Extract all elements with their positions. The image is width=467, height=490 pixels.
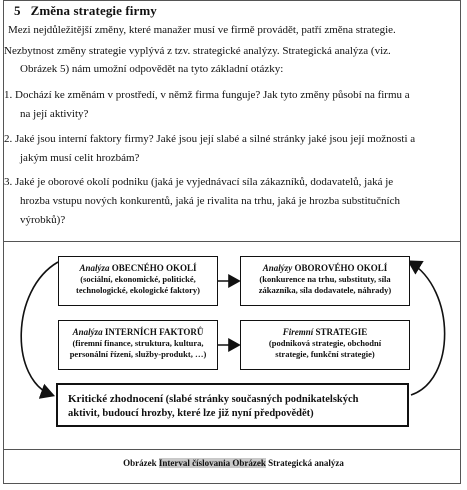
box-general-environment-line-1: (sociální, ekonomické, politické, [80, 274, 196, 284]
question-1-line-1: 1. Dochází ke změnám v prostředí, v němž firma funguje? Jak tyto změny působí na firmu a [4, 89, 410, 101]
caption-top-border [3, 449, 461, 450]
caption-field-highlight: Interval číslovania Obrázek [158, 458, 266, 468]
box-general-environment-line-2: technologické, ekologické faktory) [76, 285, 200, 295]
box-industry-environment-title: Analýzy OBOROVÉHO OKOLÍ [262, 263, 388, 273]
paragraph-2-line-1: Nezbytnost změny strategie vyplývá z tzv. strategické analýzy. Strategická analýza (viz. [4, 45, 391, 57]
critical-evaluation-line-2: aktivit, budoucí hrozby, které lze již nyní předpovědět) [68, 408, 314, 419]
section-title: Změna strategie firmy [30, 3, 157, 18]
box-industry-environment [240, 256, 410, 306]
box-company-strategy-line-2: strategie, funkční strategie) [275, 349, 375, 359]
critical-evaluation-title: Kritické zhodnocení [68, 393, 164, 405]
critical-evaluation-line-1: (slabé stránky současných podnikatelských [163, 394, 359, 405]
box-company-strategy-title: Firemní STRATEGIE [282, 327, 368, 337]
question-3-line-2: hrozba vstupu nových konkurentů, jaká je rivalita na trhu, jaká je hrozba substitučních [20, 195, 400, 207]
box-internal-factors [58, 320, 218, 370]
box-critical-evaluation [56, 383, 409, 427]
question-3-line-3: výrobků)? [20, 214, 66, 226]
right-loop-arrow [410, 262, 445, 395]
section-number: 5 [14, 3, 21, 18]
box-general-environment-title: Analýza OBECNÉHO OKOLÍ [79, 263, 197, 273]
paragraph-2-line-2: Obrázek 5) nám umožní odpovědět na tyto základní otázky: [20, 63, 284, 75]
caption-suffix: Strategická analýza [265, 458, 344, 468]
box-internal-factors-title: Analýza INTERNÍCH FAKTORŮ [72, 327, 204, 337]
question-1-line-2: na její aktivity? [20, 108, 89, 120]
box-industry-environment-line-2: zákazníka, síla dodavatele, náhrady) [258, 285, 392, 295]
box-internal-factors-line-1: (firemní finance, struktura, kultura, [72, 338, 204, 348]
paragraph-1: Mezi nejdůležitější změny, které manažer musí ve firmě provádět, patří změna strategie. [8, 24, 396, 36]
box-industry-environment-line-1: (konkurence na trhu, substituty, síla [259, 274, 391, 284]
box-company-strategy [240, 320, 410, 370]
question-2-line-2: jakým musí celit hrozbám? [20, 152, 140, 164]
critical-evaluation-text [68, 392, 359, 421]
box-internal-factors-line-2: personální řízení, služby-produkt, …) [69, 349, 207, 359]
figure-caption [0, 458, 467, 468]
box-company-strategy-line-1: (podniková strategie, obchodní [268, 338, 382, 348]
question-2-line-1: 2. Jaké jsou interní faktory firmy? Jaké jsou její slabé a silné stránky jaké jsou její možnosti a [4, 133, 416, 145]
question-3-line-1: 3. Jaké je oborové okolí podniku (jaká je vyjednávací síla zákazníků, dodavatelů, jaká je [4, 176, 394, 188]
box-general-environment [58, 256, 218, 306]
left-loop-arrow [21, 262, 58, 395]
caption-prefix: Obrázek [123, 458, 159, 468]
